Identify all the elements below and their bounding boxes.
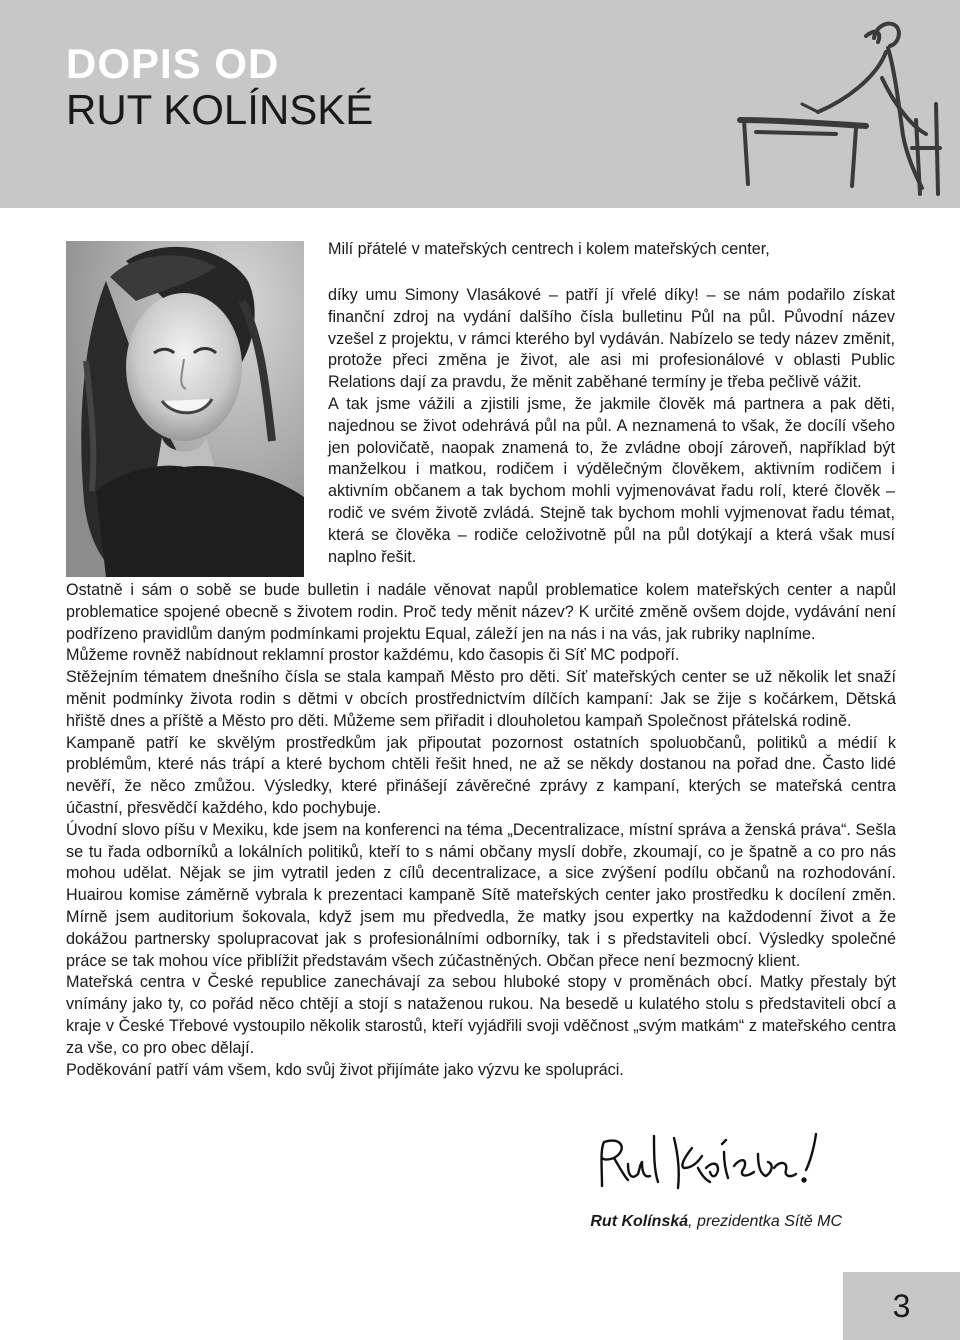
- signature-caption: [590, 1213, 842, 1231]
- author-role: , prezidentka Sítě MC: [688, 1213, 842, 1230]
- letter-greeting: Milí přátelé v mateřských centrech i kolem mateřských center,: [328, 240, 770, 258]
- paragraph: A tak jsme vážili a zjistili jsme, že jakmile člověk má partnera a pak děti, najednou se život odehrává půl na půl. A neznamená to však, že docílí všeho jen polovičatě, naopak znamená to, že zvládne obojí zároveň, například být manželkou i matkou, rodičem i výdělečným člověkem, aktivním rodičem i aktivním občanem a tak bychom mohli vyjmenovávat řadu rolí, které člověk – rodič ve svém životě zvládá. Stejně tak bychom mohli vyjmenovat řadu témat, která se člověka – rodiče celoživotně půl na půl dotýkají a která však musí naplno řešit.: [328, 394, 895, 566]
- letter-body: [66, 580, 896, 1081]
- paragraph: Můžeme rovněž nabídnout reklamní prostor každému, kdo časopis či Síť MC podpoří.: [66, 646, 680, 665]
- paragraph: Úvodní slovo píšu v Mexiku, kde jsem na konferenci na téma „Decentralizace, místní správa a ženská práva“. Sešla se tu řada odborníků a lokálních politiků, kteří to s námi občany myslí dobře, zkoumají, co je špatně a co pro nás mohou udělat. Nějak se jim vytratil jeden z cílů decentralizace, a sice zvýšení podílu občanů na rozhodování. Huairou komise záměrně vybrala k prezentaci kampaně Sítě mateřských center jako prostředku k docílení změn. Mírně jsem auditorium šokovala, když jsem mu předvedla, že matky jsou expertky na každodenní život a že dokážou partnersky spolupracovat jak s profesionálními odborníky, tak i s představiteli obcí. Výsledky společné práce se tak mohou více přiblížit představám všech zúčastněných. Občan přece není bezmocný klient.: [66, 820, 896, 970]
- paragraph: Stěžejním tématem dnešního čísla se stala kampaň Město pro děti. Síť mateřských center se už několik let snaží měnit podmínky života rodin s dětmi v obcích prostřednictvím dílčích kampaní: Jak se žije s kočárkem, Dětská hřiště dnes a příště a Město pro děti. Můžeme sem přiřadit i dlouholetou kampaň Společnost přátelská rodině.: [66, 668, 896, 730]
- handwritten-signature: [588, 1128, 838, 1198]
- paragraph: Mateřská centra v České republice zanechávají za sebou hluboké stopy v proměnách obcí. Matky přestaly být vnímány jako ty, co pořád něco chtějí a stojí s nataženou rukou. Na besedě u kulatého stolu s představiteli obcí a kraje v České Třebové vystoupilo několik starostů, kteří vyjádřili svoji vděčnost „svým matkám“ z mateřského centra za vše, co pro obec dělají.: [66, 973, 896, 1057]
- paragraph: Poděkování patří vám všem, kdo svůj život přijímáte jako výzvu ke spolupráci.: [66, 1060, 624, 1079]
- paragraph: Kampaně patří ke skvělým prostředkům jak připoutat pozornost ostatních spoluobčanů, politiků a médií k problémům, které nás trápí a které bychom chtěli řešit hned, ne až se někdy dostanou na pořad dne. Často lidé nevěří, že něco zmůžou. Výsledky, které přinášejí závěrečné zprávy z kampaní, kterých se mateřská centra účastní, přesvědčí každého, kdo pochybuje.: [66, 733, 896, 817]
- paragraph: Ostatně i sám o sobě se bude bulletin i nadále věnovat napůl problematice kolem mateřských center a napůl problematice spojené obecně s životem rodin. Proč tedy měnit název? K určité změně ovšem dojde, vydávání není podřízeno pravidlům daným podmínkami projektu Equal, záleží jen na nás i na vás, jak rubriky naplníme.: [66, 581, 896, 643]
- woman-writing-at-desk-icon: [726, 8, 946, 204]
- page-title-line2: RUT KOLÍNSKÉ: [66, 86, 374, 133]
- header-band: [0, 0, 960, 208]
- author-photo: [66, 241, 304, 577]
- page-number: 3: [843, 1272, 960, 1340]
- paragraph: díky umu Simony Vlasákové – patří jí vřelé díky! – se nám podařilo získat finanční zdroj na vydání dalšího čísla bulletinu Půl na půl. Původní název vzešel z projektu, v rámci kterého byl vydáván. Nabízelo se tedy název změnit, protože přeci změna je život, ale asi mi profesionálové v oblasti Public Relations dají za pravdu, že měnit zaběhané termíny je třeba pečlivě vážit.: [328, 286, 895, 392]
- portrait-photo-icon: [66, 241, 304, 577]
- letter-right-column: [328, 285, 895, 568]
- author-name: Rut Kolínská: [590, 1213, 689, 1230]
- page-title-line1: DOPIS OD: [66, 40, 280, 87]
